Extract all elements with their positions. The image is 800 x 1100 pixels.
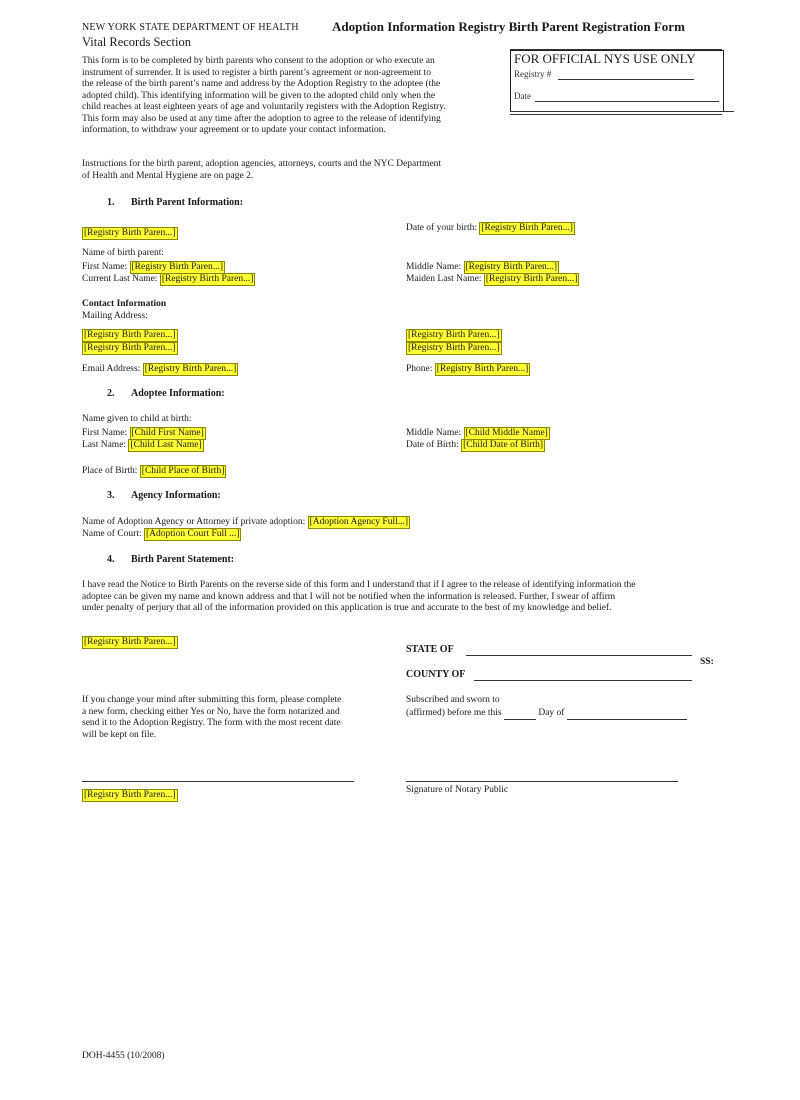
sworn-line-1: Subscribed and sworn to bbox=[406, 695, 500, 705]
official-use-title: FOR OFFICIAL NYS USE ONLY bbox=[514, 51, 696, 66]
statement-paragraph: I have read the Notice to Birth Parents on the reverse side of this form and I understand that if I agree to the release of identifying information the adoptee can be given my name and known address and that I will not be notified when the information is released. Further, I swear of affirm under penalty of perjury that all of the information provided on this application is true and accurate to the best of my knowledge and belief. bbox=[82, 580, 636, 613]
sworn-day-of-label: Day of bbox=[538, 708, 565, 718]
first-name-label: First Name: bbox=[82, 262, 128, 272]
current-last-name-field[interactable]: [Registry Birth Paren...] bbox=[161, 274, 254, 284]
state-of-line bbox=[466, 655, 692, 656]
section-3-heading: 3. Agency Information: bbox=[107, 490, 221, 501]
state-of-label: STATE OF bbox=[406, 644, 454, 655]
child-last-name-field[interactable]: [Child Last Name] bbox=[130, 440, 202, 450]
birth-parent-signature-line bbox=[82, 781, 354, 782]
county-of-label: COUNTY OF bbox=[406, 669, 466, 680]
sworn-before-me-label: (affirmed) before me this bbox=[406, 708, 502, 718]
child-place-of-birth-label: Place of Birth: bbox=[82, 466, 138, 476]
official-date-label: Date bbox=[514, 91, 531, 101]
child-dob-field[interactable]: [Child Date of Birth] bbox=[463, 440, 544, 450]
department-name: NEW YORK STATE DEPARTMENT OF HEALTH bbox=[82, 22, 299, 33]
child-last-name-label: Last Name: bbox=[82, 440, 127, 450]
official-date-line bbox=[535, 101, 719, 102]
email-field[interactable]: [Registry Birth Paren...] bbox=[144, 364, 237, 374]
phone-field[interactable]: [Registry Birth Paren...] bbox=[436, 364, 529, 374]
statement-field[interactable]: [Registry Birth Paren...] bbox=[84, 637, 176, 647]
notary-signature-label: Signature of Notary Public bbox=[406, 785, 509, 795]
child-place-of-birth-field[interactable]: [Child Place of Birth] bbox=[141, 466, 225, 476]
intro-paragraph: This form is to be completed by birth parents who consent to the adoption or who execute an instrument of surrender. It is used to register a birth parent’s agreement or non-agreement to the release of the birth parent’s name and address by the Adoption Registry to the adoptee (the adopted child). This identifying information will be given to the adopted child only when the child reaches at least eighteen years of age and voluntarily registers with the Adoption Registry. This form may also be used at any time after the adoption to agree to the release of identifying information, to withdraw your agreement or to update your contact information. bbox=[82, 56, 446, 135]
child-name-label: Name given to child at birth: bbox=[82, 414, 192, 424]
change-mind-paragraph: If you change your mind after submitting this form, please complete a new form, checking either Yes or No, have the form notarized and send it to the Adoption Registry. The form with the most recent date will be kept on file. bbox=[82, 695, 342, 740]
birth-parent-name-label: Name of birth parent: bbox=[82, 248, 165, 258]
notary-signature-line bbox=[406, 781, 678, 782]
first-name-field[interactable]: [Registry Birth Paren...] bbox=[131, 262, 224, 272]
maiden-last-name-field[interactable]: [Registry Birth Paren...] bbox=[485, 274, 578, 284]
birth-parent-field[interactable]: [Registry Birth Paren...] bbox=[84, 228, 176, 238]
current-last-name-label: Current Last Name: bbox=[82, 274, 158, 284]
section-2-heading: 2. Adoptee Information: bbox=[107, 388, 225, 399]
form-title: Adoption Information Registry Birth Parent Registration Form bbox=[332, 19, 685, 34]
child-first-name-label: First Name: bbox=[82, 428, 128, 438]
sworn-month-line bbox=[567, 719, 687, 720]
registry-number-label: Registry # bbox=[514, 69, 552, 79]
section-4-heading: 4. Birth Parent Statement: bbox=[107, 554, 235, 565]
official-box-rule-2 bbox=[510, 114, 722, 115]
agency-field[interactable]: [Adoption Agency Full...] bbox=[309, 517, 409, 527]
agency-label: Name of Adoption Agency or Attorney if private adoption: bbox=[82, 517, 306, 527]
section-1-heading: 1. Birth Parent Information: bbox=[107, 197, 244, 208]
maiden-last-name-label: Maiden Last Name: bbox=[406, 274, 482, 284]
birth-parent-dob-field[interactable]: [Registry Birth Paren...] bbox=[481, 223, 573, 233]
child-first-name-field[interactable]: [Child First Name] bbox=[131, 428, 204, 438]
mailing-address-right-1-field[interactable]: [Registry Birth Paren...] bbox=[408, 330, 500, 340]
contact-information-heading: Contact Information bbox=[82, 299, 167, 309]
child-middle-name-label: Middle Name: bbox=[406, 428, 462, 438]
form-subtitle: Vital Records Section bbox=[82, 35, 191, 49]
sworn-day-line bbox=[504, 719, 536, 720]
phone-label: Phone: bbox=[406, 364, 433, 374]
court-field[interactable]: [Adoption Court Full ...] bbox=[146, 529, 240, 539]
official-use-box bbox=[510, 50, 724, 112]
registry-number-line bbox=[558, 79, 694, 80]
official-box-rule-1 bbox=[510, 111, 734, 112]
birth-parent-signature-field[interactable]: [Registry Birth Paren...] bbox=[84, 790, 176, 800]
birth-parent-dob-label: Date of your birth: bbox=[406, 223, 477, 233]
email-label: Email Address: bbox=[82, 364, 141, 374]
official-box-top-rule bbox=[510, 49, 722, 50]
child-middle-name-field[interactable]: [Child Middle Name] bbox=[465, 428, 548, 438]
mailing-address-left-1-field[interactable]: [Registry Birth Paren...] bbox=[84, 330, 176, 340]
mailing-address-left-2-field[interactable]: [Registry Birth Paren...] bbox=[84, 343, 176, 353]
court-label: Name of Court: bbox=[82, 529, 142, 539]
instructions-paragraph: Instructions for the birth parent, adoption agencies, attorneys, courts and the NYC Department of Health and Mental Hygiene are on page 2. bbox=[82, 159, 442, 181]
middle-name-field[interactable]: [Registry Birth Paren...] bbox=[465, 262, 558, 272]
child-dob-label: Date of Birth: bbox=[406, 440, 459, 450]
mailing-address-label: Mailing Address: bbox=[82, 311, 148, 321]
form-id-footer: DOH-4455 (10/2008) bbox=[82, 1051, 165, 1061]
mailing-address-right-2-field[interactable]: [Registry Birth Paren...] bbox=[408, 343, 500, 353]
ss-label: SS: bbox=[700, 657, 714, 667]
county-of-line bbox=[474, 680, 692, 681]
middle-name-label: Middle Name: bbox=[406, 262, 462, 272]
